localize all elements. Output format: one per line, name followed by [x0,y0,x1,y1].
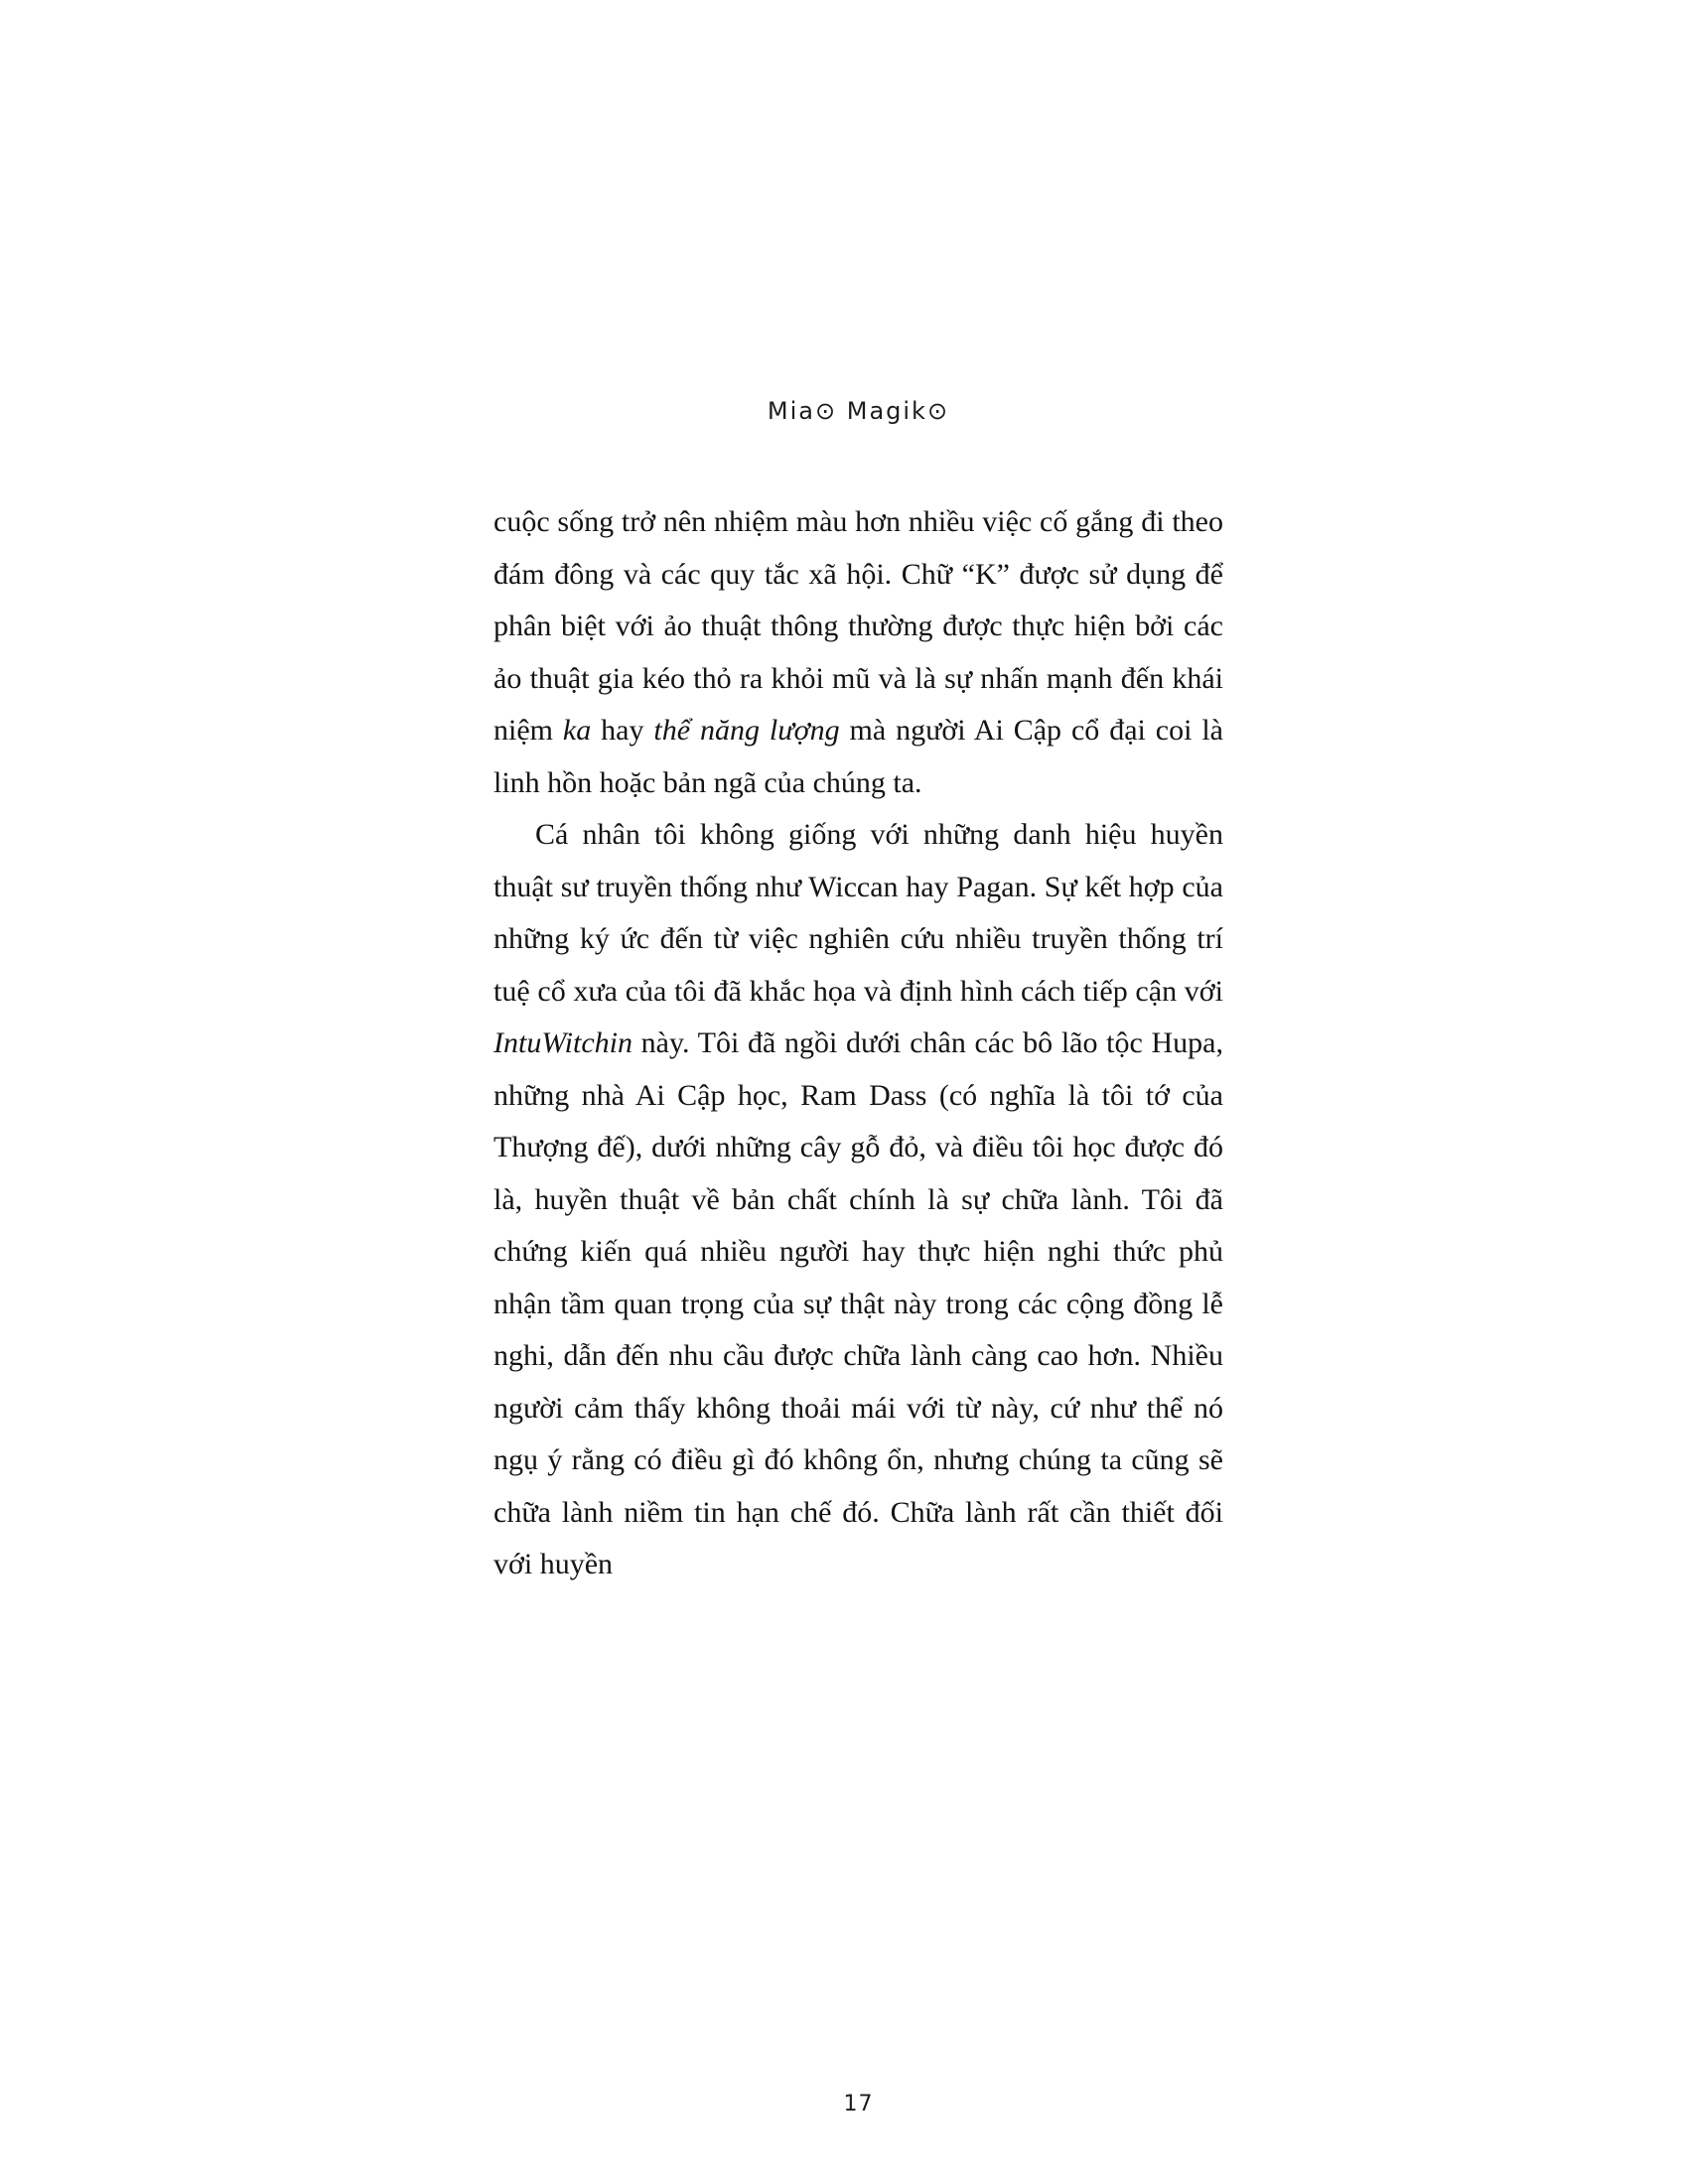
running-head: Mia⊙ Magik⊙ [767,397,950,425]
page-number: 17 [843,2092,874,2116]
page-content [493,397,1223,2116]
paragraph-2: Cá nhân tôi không giống với những danh hiệu huyền thuật sư truyền thống như Wiccan hay Pagan. Sự kết hợp của những ký ức đến từ việc nghiên cứu nhiều truyền thống trí tuệ cổ xưa của tôi đã khắc họa và định hình cách tiếp cận với IntuWitchin này. Tôi đã ngồi dưới chân các bô lão tộc Hupa, những nhà Ai Cập học, Ram Dass (có nghĩa là tôi tớ của Thượng đế), dưới những cây gỗ đỏ, và điều tôi học được đó là, huyền thuật về bản chất chính là sự chữa lành. Tôi đã chứng kiến quá nhiều người hay thực hiện nghi thức phủ nhận tầm quan trọng của sự thật này trong các cộng đồng lễ nghi, dẫn đến nhu cầu được chữa lành càng cao hơn. Nhiều người cảm thấy không thoải mái với từ này, cứ như thể nó ngụ ý rằng có điều gì đó không ổn, nhưng chúng ta cũng sẽ chữa lành niềm tin hạn chế đó. Chữa lành rất cần thiết đối với huyền [493,818,1223,1580]
italic-term: IntuWitchin [493,1026,633,1059]
italic-term: thể năng lượng [653,714,840,747]
paragraph-1: cuộc sống trở nên nhiệm màu hơn nhiều việc cố gắng đi theo đám đông và các quy tắc xã hội. Chữ “K” được sử dụng để phân biệt với ảo thuật thông thường được thực hiện bởi các ảo thuật gia kéo thỏ ra khỏi mũ và là sự nhấn mạnh đến khái niệm ka hay thể năng lượng mà người Ai Cập cổ đại coi là linh hồn hoặc bản ngã của chúng ta. [493,505,1223,799]
italic-term: ka [562,714,592,747]
